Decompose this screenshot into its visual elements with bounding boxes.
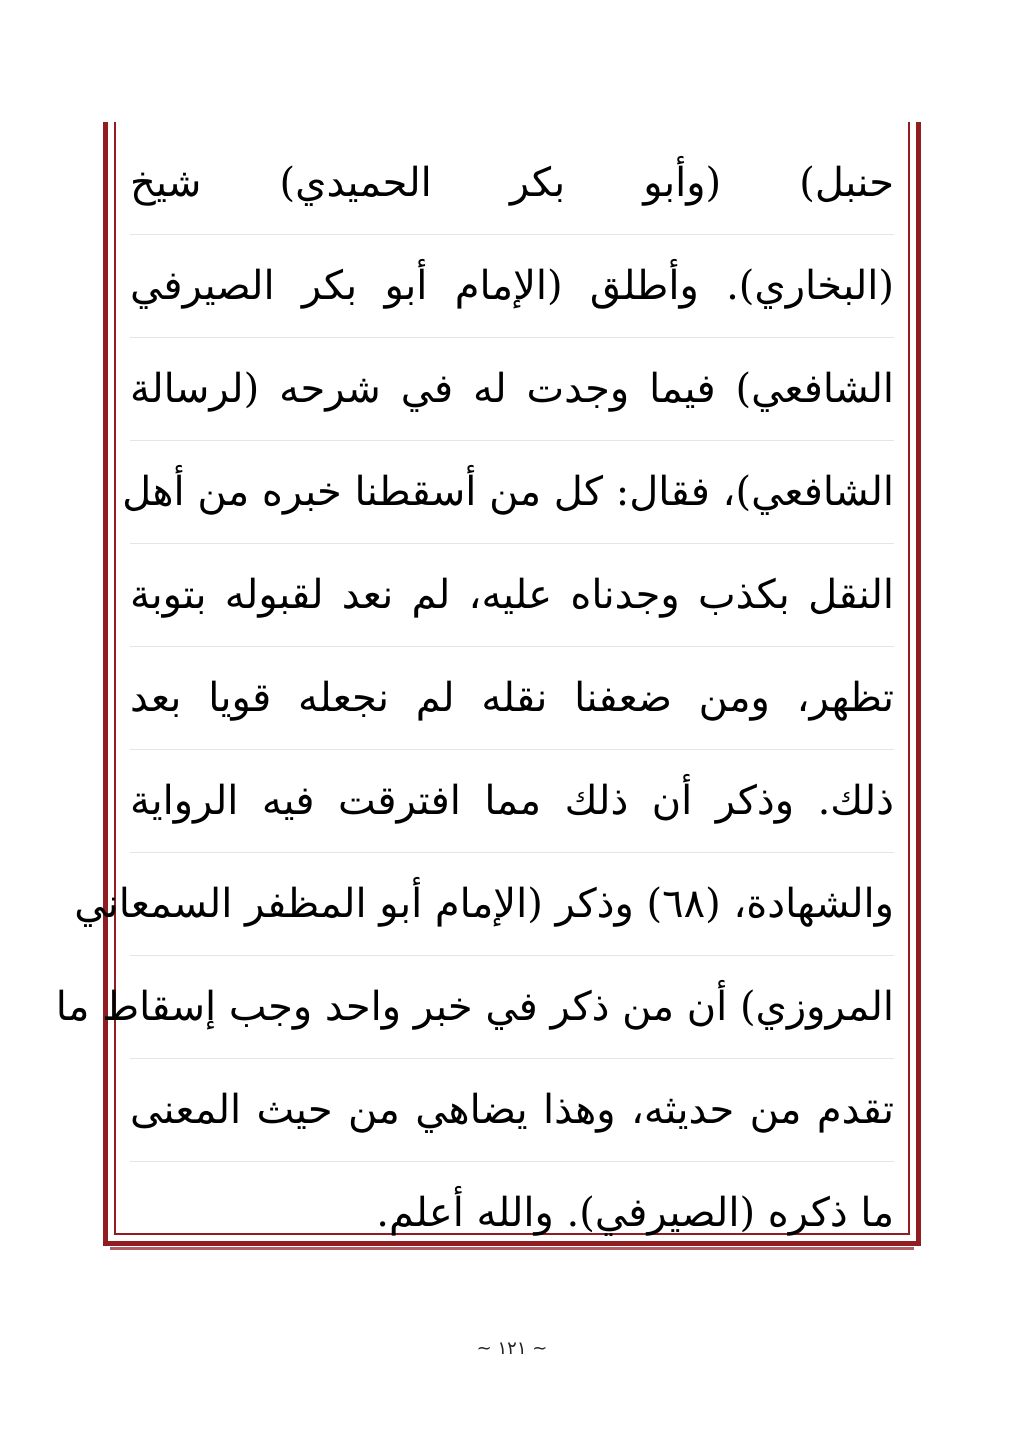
text-line-content: النقل بكذب وجدناه عليه، لم نعد لقبوله بتوبة [130,572,894,618]
text-line [130,338,894,441]
text-line [130,235,894,338]
text-line [130,647,894,750]
page-frame [55,122,921,1246]
text-line-content: المروزي) أن من ذكر في خبر واحد وجب إسقاط ما [55,984,894,1030]
text-line [74,853,894,956]
text-line-content: حنبل) (وأبو بكر الحميدي) شيخ [130,160,894,206]
text-body [55,132,894,1264]
text-line-content: الشافعي) فيما وجدت له في شرحه (لرسالة [130,366,894,412]
text-line-content: والشهادة، (٦٨) وذكر (الإمام أبو المظفر السمعاني [74,881,894,927]
text-line [130,544,894,647]
text-line [122,441,894,544]
text-line-content: الشافعي)، فقال: كل من أسقطنا خبره من أهل [122,469,894,515]
text-line [130,132,894,235]
text-line [55,956,894,1059]
text-line [130,1059,894,1162]
text-line-content: (البخاري). وأطلق (الإمام أبو بكر الصيرفي [130,263,894,309]
text-line [130,1162,894,1264]
text-line-content: ذلك. وذكر أن ذلك مما افترقت فيه الرواية [130,778,894,824]
text-line-content: تظهر، ومن ضعفنا نقله لم نجعله قويا بعد [130,675,894,721]
page-number: ~ ١٢١ ~ [476,1338,548,1359]
text-line [130,750,894,853]
text-line-content: تقدم من حديثه، وهذا يضاهي من حيث المعنى [130,1087,894,1133]
text-line-content: ما ذكره (الصيرفي). والله أعلم. [376,1190,894,1236]
